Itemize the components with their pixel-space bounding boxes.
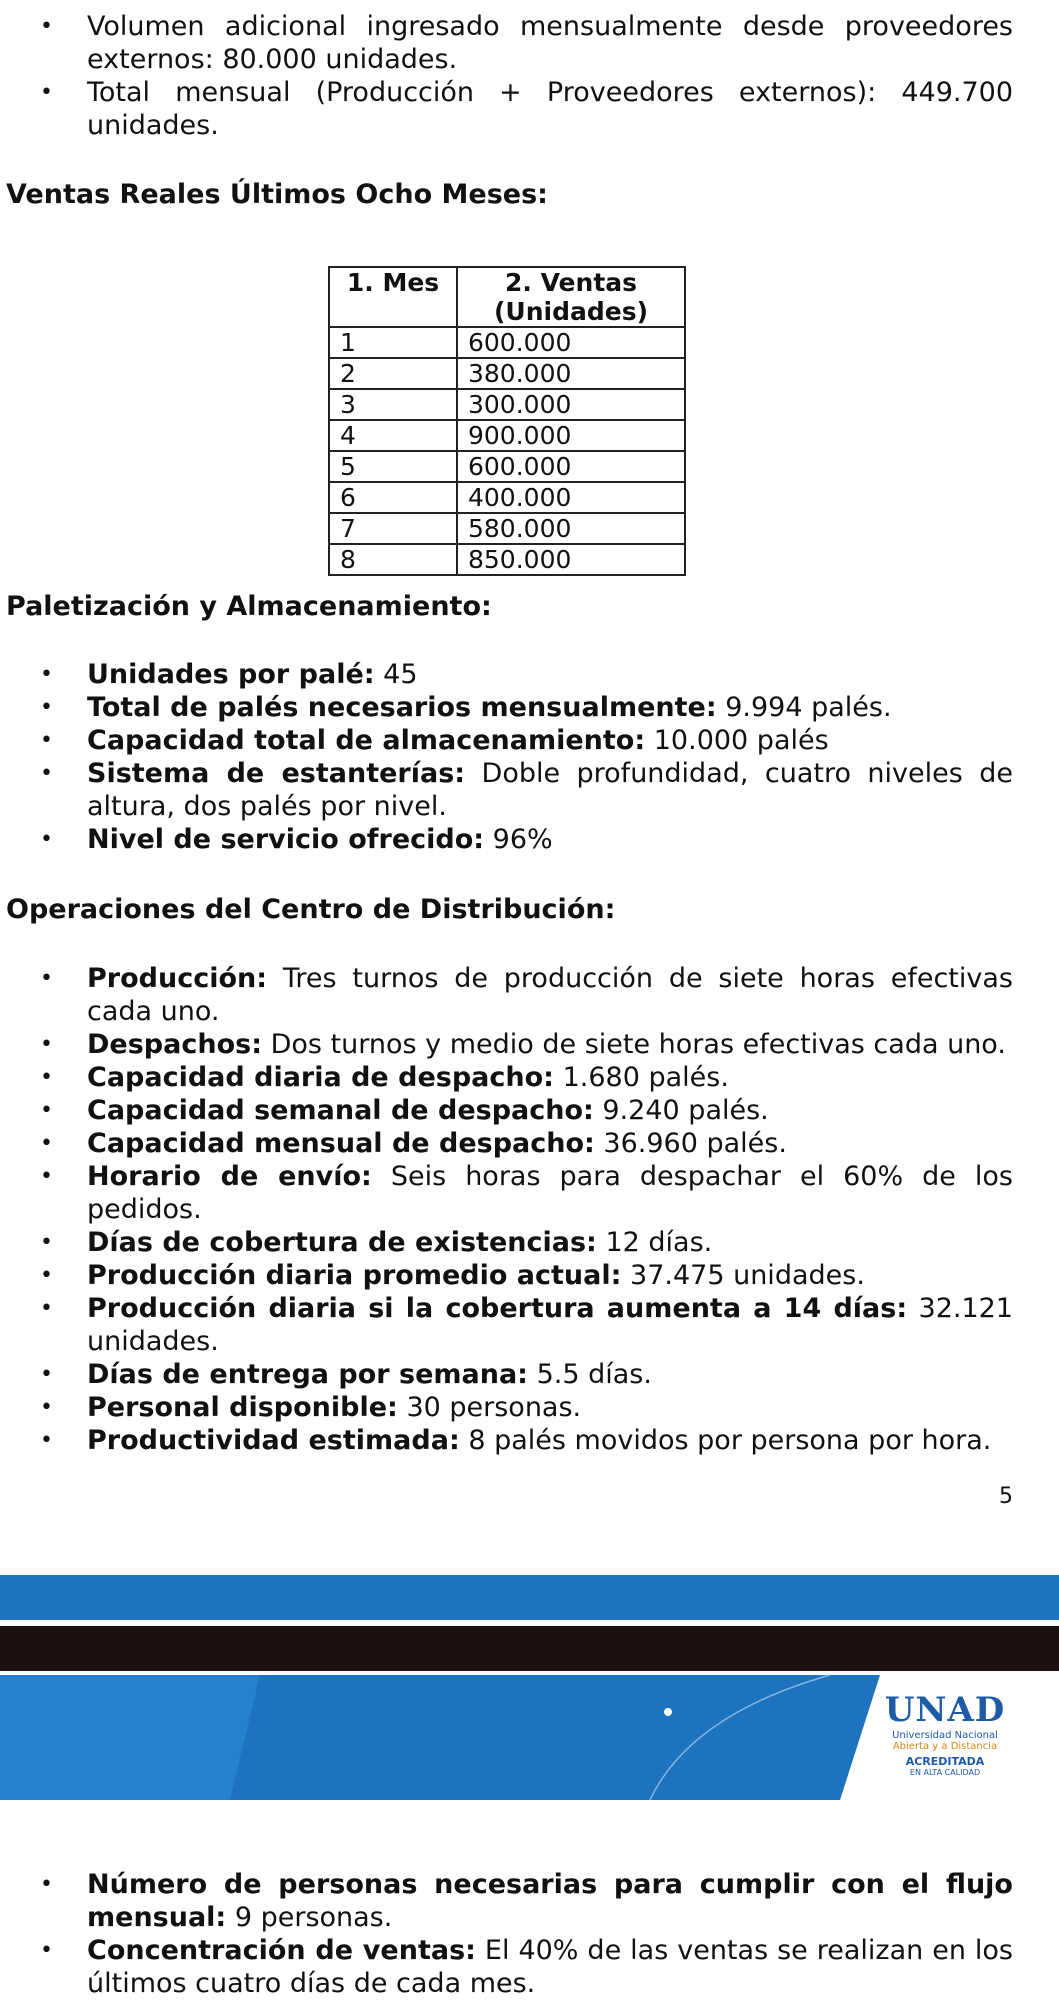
item-text: 8 palés movidos por persona por hora. (468, 1425, 992, 1456)
item-text: Volumen adicional ingresado mensualmente desde proveedores externos: 80.000 unidades. (87, 11, 1013, 75)
item-text: 32.121 unidades. (87, 1293, 1013, 1357)
item-label: Personal disponible: (87, 1392, 398, 1423)
list-item (0, 691, 1059, 724)
item-text: Doble profundidad, cuatro niveles de altura, dos palés por nivel. (87, 758, 1013, 822)
item-label: Sistema de estanterías: (87, 758, 466, 789)
list-item (0, 658, 1059, 691)
sales-cell: 600.000 (457, 451, 685, 482)
item-label: Capacidad mensual de despacho: (87, 1128, 595, 1159)
pallet-heading: Paletización y Almacenamiento: (6, 591, 492, 622)
month-cell: 1 (329, 327, 457, 358)
item-label: Días de cobertura de existencias: (87, 1227, 597, 1258)
table-row (329, 358, 685, 389)
item-text: Seis horas para despachar el 60% de los pedidos. (87, 1161, 1013, 1225)
pallet-bullet-list (0, 658, 1059, 856)
item-text: 5.5 días. (536, 1359, 652, 1390)
sales-cell: 900.000 (457, 420, 685, 451)
item-text: 96% (492, 824, 553, 855)
item-text: 37.475 unidades. (630, 1260, 865, 1291)
next-page-bullet-list (0, 1868, 1059, 2000)
ops-heading: Operaciones del Centro de Distribución: (6, 894, 616, 925)
table-row (329, 389, 685, 420)
list-item (0, 1358, 1059, 1391)
page-number: 5 (999, 1484, 1013, 1509)
item-text: Total mensual (Producción + Proveedores externos): 449.700 unidades. (87, 77, 1013, 141)
item-label: Días de entrega por semana: (87, 1359, 528, 1390)
list-item (0, 962, 1059, 1028)
list-item (0, 1127, 1059, 1160)
list-item (0, 757, 1059, 823)
item-label: Unidades por palé: (87, 659, 375, 690)
footer-dark-strip (0, 1626, 1059, 1671)
item-label: Número de personas necesarias para cumplir con el flujo mensual: (87, 1869, 1013, 1933)
list-item (0, 76, 1059, 142)
item-text: 9 personas. (234, 1902, 393, 1933)
month-cell: 3 (329, 389, 457, 420)
list-item (0, 1094, 1059, 1127)
table-row (329, 451, 685, 482)
item-label: Nivel de servicio ofrecido: (87, 824, 485, 855)
item-text: 1.680 palés. (562, 1062, 729, 1093)
table-header-month: 1. Mes (329, 267, 457, 327)
list-item (0, 1868, 1059, 1934)
item-text: Dos turnos y medio de siete horas efectivas cada uno. (270, 1029, 1006, 1060)
list-item (0, 1391, 1059, 1424)
item-label: Producción diaria si la cobertura aumenta a 14 días: (87, 1293, 908, 1324)
month-cell: 4 (329, 420, 457, 451)
list-item (0, 1259, 1059, 1292)
list-item (0, 1424, 1059, 1457)
table-row (329, 327, 685, 358)
intro-bullet-list (0, 10, 1059, 142)
sales-cell: 400.000 (457, 482, 685, 513)
item-label: Producción diaria promedio actual: (87, 1260, 622, 1291)
table-header-sales: 2. Ventas (Unidades) (457, 267, 685, 327)
sales-table (328, 266, 686, 576)
item-text: 12 días. (605, 1227, 713, 1258)
table-row (329, 482, 685, 513)
month-cell: 2 (329, 358, 457, 389)
table-row (329, 544, 685, 575)
list-item (0, 1292, 1059, 1358)
item-text: 9.240 palés. (602, 1095, 769, 1126)
item-label: Productividad estimada: (87, 1425, 460, 1456)
list-item (0, 823, 1059, 856)
sales-cell: 580.000 (457, 513, 685, 544)
item-text: 45 (383, 659, 418, 690)
item-label: Capacidad diaria de despacho: (87, 1062, 554, 1093)
table-row (329, 420, 685, 451)
list-item (0, 1160, 1059, 1226)
item-text: El 40% de las ventas se realizan en los últimos cuatro días de cada mes. (87, 1935, 1013, 1999)
list-item (0, 1061, 1059, 1094)
sales-cell: 850.000 (457, 544, 685, 575)
sales-cell: 300.000 (457, 389, 685, 420)
month-cell: 7 (329, 513, 457, 544)
month-cell: 6 (329, 482, 457, 513)
list-item (0, 10, 1059, 76)
unad-logo: UNAD Universidad Nacional Abierta y a Distancia ACREDITADA EN ALTA CALIDAD (884, 1690, 1006, 1777)
month-cell: 8 (329, 544, 457, 575)
list-item (0, 1934, 1059, 2000)
item-label: Producción: (87, 963, 268, 994)
item-text: 9.994 palés. (725, 692, 892, 723)
item-label: Horario de envío: (87, 1161, 372, 1192)
item-text: 36.960 palés. (603, 1128, 787, 1159)
ops-bullet-list (0, 962, 1059, 1457)
list-item (0, 1226, 1059, 1259)
item-text: Tres turnos de producción de siete horas efectivas cada uno. (87, 963, 1013, 1027)
month-cell: 5 (329, 451, 457, 482)
item-text: 30 personas. (406, 1392, 582, 1423)
list-item (0, 724, 1059, 757)
sales-cell: 600.000 (457, 327, 685, 358)
sales-heading: Ventas Reales Últimos Ocho Meses: (6, 179, 548, 210)
item-label: Capacidad total de almacenamiento: (87, 725, 646, 756)
table-row (329, 513, 685, 544)
list-item (0, 1028, 1059, 1061)
item-text: 10.000 palés (653, 725, 829, 756)
sales-cell: 380.000 (457, 358, 685, 389)
item-label: Concentración de ventas: (87, 1935, 476, 1966)
footer-blue-strip (0, 1575, 1059, 1620)
item-label: Capacidad semanal de despacho: (87, 1095, 594, 1126)
item-label: Despachos: (87, 1029, 262, 1060)
item-label: Total de palés necesarios mensualmente: (87, 692, 717, 723)
